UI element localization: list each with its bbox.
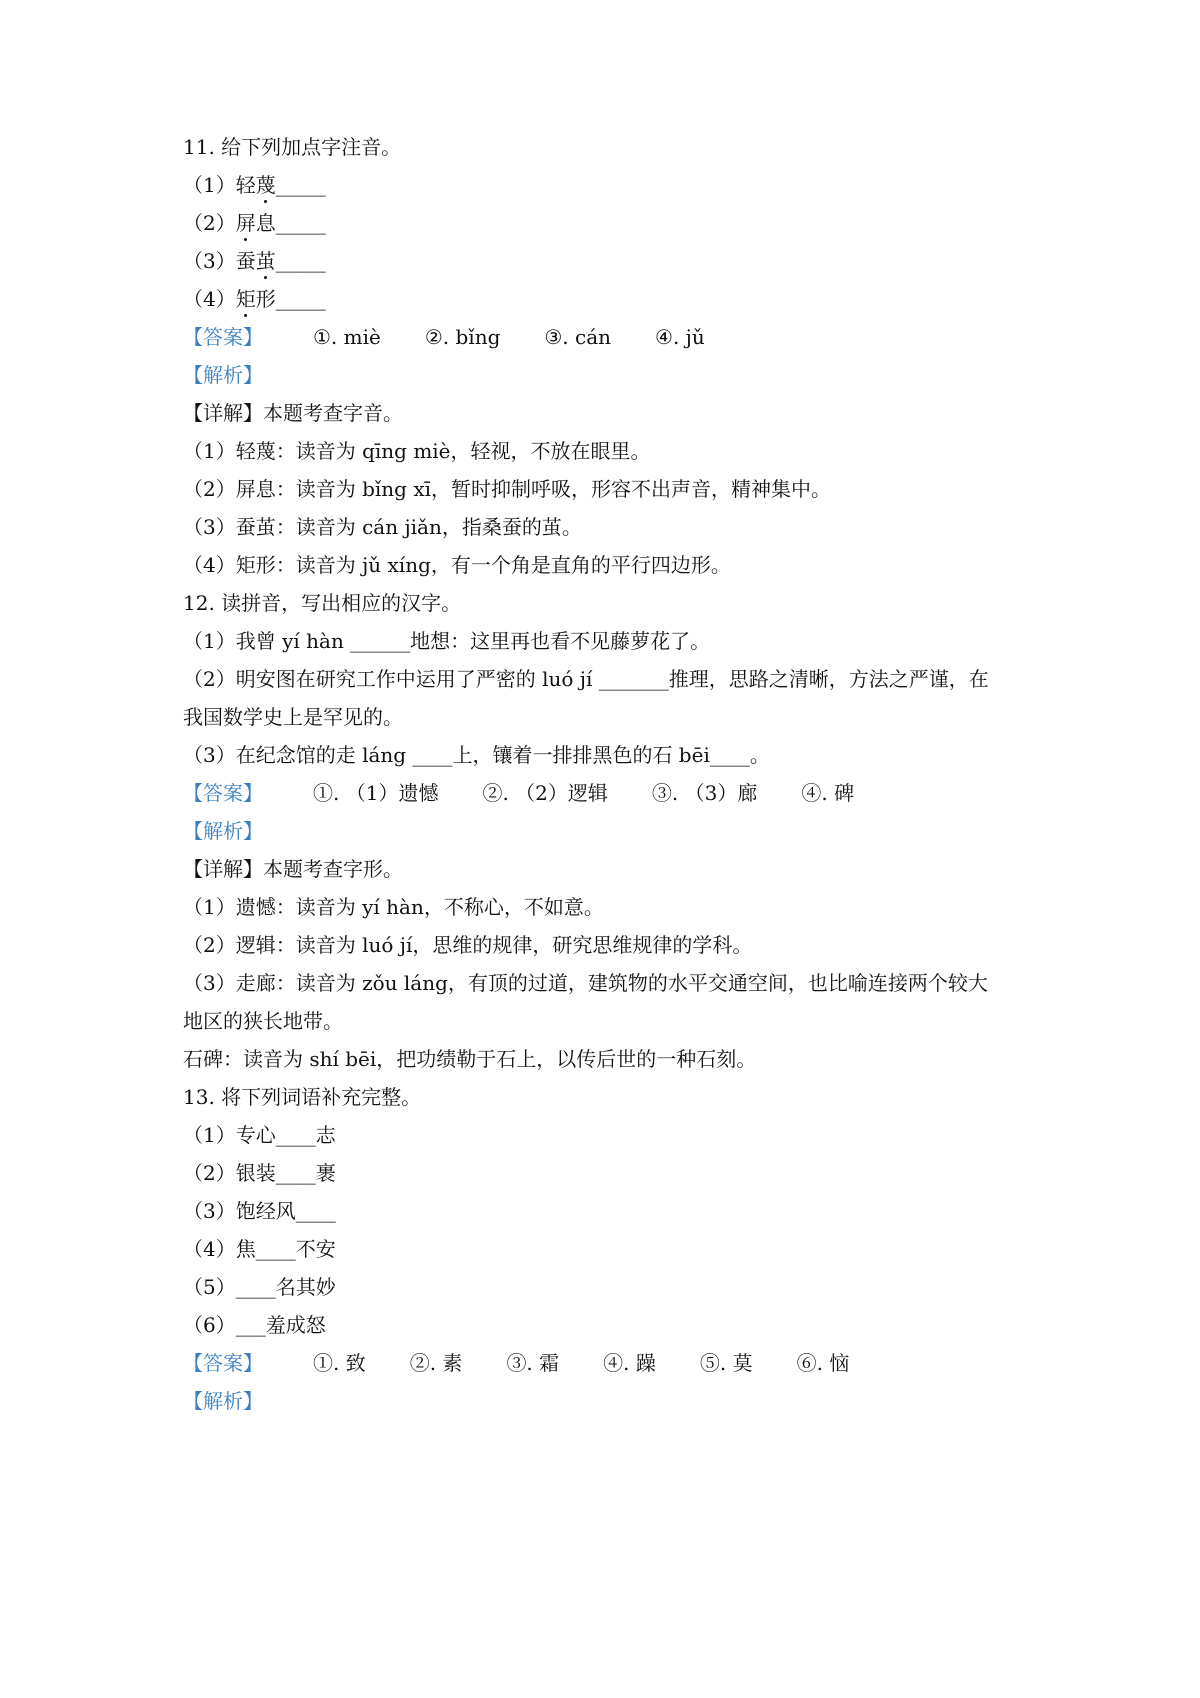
item-number: （3） xyxy=(183,249,236,273)
question-13-item: （2）银装____裹 xyxy=(183,1161,336,1185)
answer-2: ②. bǐng xyxy=(424,325,501,349)
question-13-title: 13. 将下列词语补充完整。 xyxy=(183,1085,422,1109)
explanation-line: （2）屏息：读音为 bǐng xī，暂时抑制呼吸，形容不出声音，精神集中。 xyxy=(183,477,831,501)
item-text: 轻 xyxy=(235,173,256,197)
question-11-answer xyxy=(183,323,705,351)
answer-2: ②. 素 xyxy=(409,1351,463,1375)
item-number: （2） xyxy=(183,211,236,235)
answer-tag: 【答案】 xyxy=(183,1351,263,1375)
answer-6: ⑥. 恼 xyxy=(796,1351,850,1375)
question-13-answer xyxy=(183,1349,849,1377)
answer-blank: _____ xyxy=(275,211,326,235)
explanation-line: 石碑：读音为 shí bēi，把功绩勒于石上，以传后世的一种石刻。 xyxy=(183,1047,757,1071)
item-text: 息 xyxy=(255,211,276,235)
explanation-line: （4）矩形：读音为 jǔ xíng，有一个角是直角的平行四边形。 xyxy=(183,553,731,577)
question-13-item: （5）____名其妙 xyxy=(183,1275,336,1299)
answer-1: ①. 致 xyxy=(313,1351,366,1375)
answer-5: ⑤. 莫 xyxy=(699,1351,753,1375)
answer-2: ②. （2）逻辑 xyxy=(482,781,608,805)
explanation-line: （3）蚕茧：读音为 cán jiǎn，指桑蚕的茧。 xyxy=(183,515,582,539)
question-12-title: 12. 读拼音，写出相应的汉字。 xyxy=(183,591,462,615)
question-13-item: （6）___羞成怒 xyxy=(183,1313,326,1337)
dotted-character: 矩 xyxy=(235,287,256,311)
question-11-item-4 xyxy=(183,285,326,313)
answer-1: ①. miè xyxy=(313,325,381,349)
explanation-line: 地区的狭长地带。 xyxy=(183,1009,343,1033)
answer-blank: _____ xyxy=(275,173,326,197)
explanation-line: （1）轻蔑：读音为 qīng miè，轻视，不放在眼里。 xyxy=(183,439,651,463)
question-12-answer xyxy=(183,779,854,807)
question-13-analysis-tag: 【解析】 xyxy=(183,1389,263,1413)
question-12-item-1: （1）我曾 yí hàn ______地想：这里再也看不见藤萝花了。 xyxy=(183,629,711,653)
question-12-item-2: （2）明安图在研究工作中运用了严密的 luó jí _______推理，思路之清晰，方法之严谨，在 xyxy=(183,667,989,691)
explanation-line: （1）遗憾：读音为 yí hàn，不称心，不如意。 xyxy=(183,895,604,919)
question-11-title: 11. 给下列加点字注音。 xyxy=(183,135,402,159)
question-13-item: （3）饱经风____ xyxy=(183,1199,336,1223)
question-12-item-3: （3）在纪念馆的走 láng ____上，镶着一排排黑色的石 bēi____。 xyxy=(183,743,770,767)
dotted-character: 蔑 xyxy=(255,173,276,197)
answer-3: ③. （3）廊 xyxy=(651,781,758,805)
question-11-detail: 【详解】本题考查字音。 xyxy=(183,401,403,425)
answer-4: ④. 碑 xyxy=(801,781,855,805)
item-text: 蚕 xyxy=(235,249,256,273)
item-text: 形 xyxy=(255,287,276,311)
answer-4: ④. jǔ xyxy=(655,325,705,349)
answer-blank: _____ xyxy=(275,249,326,273)
dotted-character: 茧 xyxy=(255,249,276,273)
question-11-item-1 xyxy=(183,171,326,199)
answer-4: ④. 躁 xyxy=(603,1351,656,1375)
answer-3: ③. cán xyxy=(544,325,612,349)
question-13-item: （1）专心____志 xyxy=(183,1123,336,1147)
question-12-analysis-tag: 【解析】 xyxy=(183,819,263,843)
question-12-item-2-continued: 我国数学史上是罕见的。 xyxy=(183,705,403,729)
answer-3: ③. 霜 xyxy=(506,1351,560,1375)
question-12-detail: 【详解】本题考查字形。 xyxy=(183,857,403,881)
answer-blank: _____ xyxy=(275,287,326,311)
question-11-analysis-tag: 【解析】 xyxy=(183,363,263,387)
explanation-line: （2）逻辑：读音为 luó jí，思维的规律，研究思维规律的学科。 xyxy=(183,933,753,957)
item-number: （4） xyxy=(183,287,236,311)
question-11-item-2 xyxy=(183,209,326,237)
dotted-character: 屏 xyxy=(235,211,256,235)
question-11-item-3 xyxy=(183,247,326,275)
explanation-line: （3）走廊：读音为 zǒu láng，有顶的过道，建筑物的水平交通空间，也比喻连接两个较大 xyxy=(183,971,988,995)
answer-tag: 【答案】 xyxy=(183,325,263,349)
question-13-item: （4）焦____不安 xyxy=(183,1237,336,1261)
answer-1: ①. （1）遗憾 xyxy=(313,781,439,805)
answer-tag: 【答案】 xyxy=(183,781,263,805)
item-number: （1） xyxy=(183,173,236,197)
